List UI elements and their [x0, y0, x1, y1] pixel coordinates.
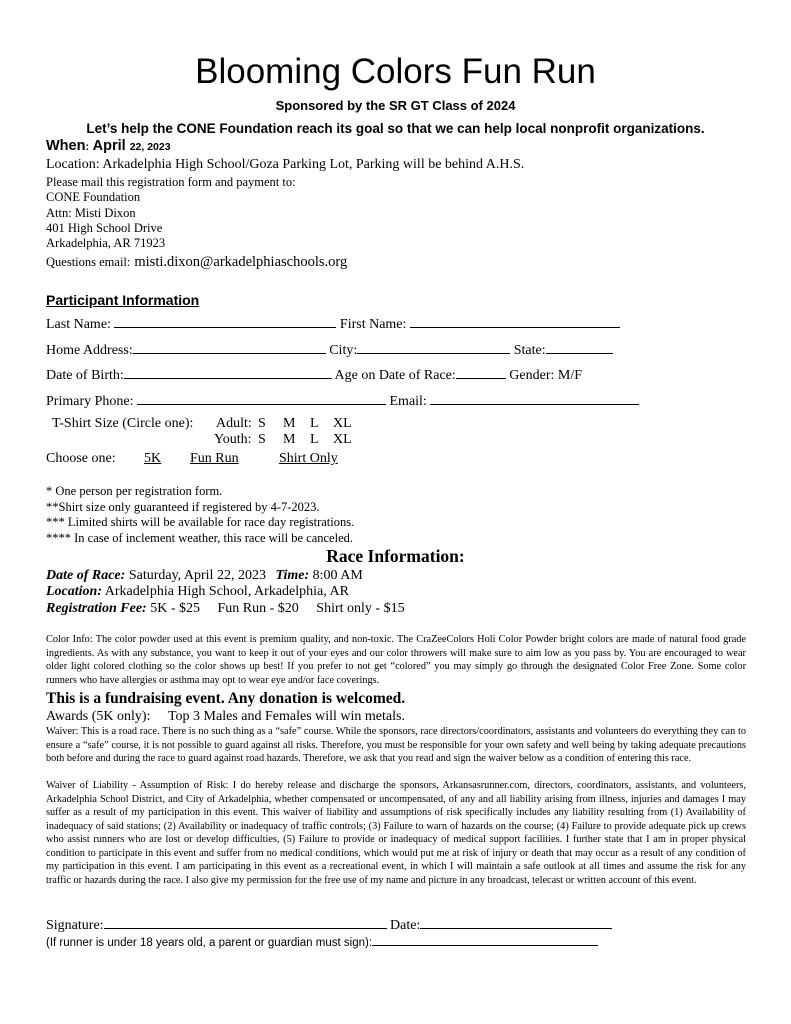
- race-heading: Race Information:: [326, 546, 465, 566]
- home-address-field[interactable]: [133, 339, 326, 354]
- dob-field[interactable]: [124, 364, 332, 379]
- when-label: When: [46, 138, 86, 154]
- age-field[interactable]: [456, 364, 506, 379]
- city-field[interactable]: [357, 339, 510, 354]
- mail-street: 401 High School Drive: [46, 221, 163, 235]
- race-date-label: Date of Race:: [46, 568, 126, 583]
- guardian-row: [46, 933, 598, 949]
- page-title: Blooming Colors Fun Run: [195, 52, 596, 91]
- choose-label: Choose one:: [46, 451, 116, 466]
- first-name-field[interactable]: [410, 313, 620, 328]
- questions-label: Questions email:: [46, 255, 131, 269]
- mail-instructions: Please mail this registration form and payment to:: [46, 175, 296, 189]
- note-item: *** Limited shirts will be available for race day registrations.: [46, 515, 355, 529]
- adult-size-xl[interactable]: XL: [333, 416, 352, 431]
- note-item: **Shirt size only guaranteed if registered by 4-7-2023.: [46, 500, 320, 514]
- race-fee-label: Registration Fee:: [46, 601, 147, 616]
- gender-label: Gender: M/F: [509, 368, 583, 383]
- last-name-label: Last Name:: [46, 317, 111, 332]
- state-field[interactable]: [546, 339, 613, 354]
- mail-org: CONE Foundation: [46, 190, 141, 204]
- race-location-line: [46, 584, 349, 600]
- signature-date-field[interactable]: [420, 914, 612, 929]
- signature-row: [46, 914, 612, 934]
- sponsor-line: Sponsored by the SR GT Class of 2024: [275, 98, 516, 113]
- awards-line: [46, 709, 405, 725]
- signature-label: Signature:: [46, 918, 104, 933]
- phone-row: [46, 390, 639, 410]
- race-fee-value: 5K - $25 Fun Run - $20 Shirt only - $15: [150, 601, 405, 616]
- race-time-value: 8:00 AM: [312, 568, 363, 583]
- email-field[interactable]: [430, 390, 639, 405]
- last-name-field[interactable]: [114, 313, 336, 328]
- race-location-value: Arkadelphia High School, Arkadelphia, AR: [104, 584, 349, 599]
- when-line: [46, 138, 171, 154]
- when-month: April: [92, 138, 126, 154]
- when-colon: :: [85, 141, 90, 153]
- awards-value: Top 3 Males and Females will win metals.: [167, 709, 405, 724]
- city-label: City:: [329, 343, 358, 358]
- dob-label: Date of Birth:: [46, 368, 124, 383]
- youth-size-l[interactable]: L: [310, 432, 319, 447]
- youth-size-m[interactable]: M: [283, 432, 296, 447]
- home-address-label: Home Address:: [46, 343, 133, 358]
- adult-size-m[interactable]: M: [283, 416, 296, 431]
- liability-paragraph: Waiver of Liability - Assumption of Risk: I do hereby release and discharge the sponsors, Arkansasrunner.com, directors, coordinators, assistants, and volunteers, Arkadelphia School District, and City of Arkadelphia, whether compensated or uncompensated, of any and all liability arising from illness, injuries and damages I may suffer as a result of my participation in this event. This waiver of liability and assumptions of risk specifically includes any liability resulting from (1) Availability of inadequacy of said stations; (2) Availability or inadequacy of traffic controls; (3) Failure to warn of hazards on the course; (4) Failure to provide adequate pick up crews who assist runners who are lost or develop difficulties, (5) Failure to provide or inadequacy of medical support facilities. I further state that I am in proper physical condition to participate in this event and suffer from no medical conditions, which would put me at risk of injury or death that may occur as a result of any condition of my participation in this event. I am participating in this event as a recreational event, in which I will maintain a safe outlook at all times and assume the risk for any traffic or hazards during the race. I also give my permission for the free use of my name and picture in any broadcast, telecast or written account of this event.: [46, 780, 746, 886]
- dob-row: [46, 364, 582, 384]
- race-fee-line: [46, 601, 405, 617]
- adult-size-l[interactable]: L: [310, 416, 319, 431]
- tshirt-label: T-Shirt Size (Circle one):: [52, 416, 194, 431]
- color-info-paragraph: Color Info: The color powder used at this event is premium quality, and non-toxic. The CraZeeColors Holi Color Powder bright colors are made of natural food grade ingredients. As with any substance, you want to keep it out of your eyes and our color throwers will make sure to aim low as you pass by. You are encouraged to wear older light colored clothing so the color shows up best! If you prefer to not get “colored” you may simply go through the designated Color Free Zone. Some color runners who have allergies or asthma may opt to wear eye and/or face coverings.: [46, 634, 746, 686]
- youth-size-s[interactable]: S: [258, 432, 266, 447]
- race-location-label: Location:: [46, 584, 102, 599]
- race-date-value: Saturday, April 22, 2023: [128, 568, 266, 583]
- adult-label: Adult:: [216, 416, 252, 431]
- first-name-label: First Name:: [339, 317, 407, 332]
- race-date-line: [46, 568, 363, 584]
- age-label: Age on Date of Race:: [334, 368, 456, 383]
- note-item: **** In case of inclement weather, this race will be canceled.: [46, 531, 354, 545]
- choice-5k[interactable]: 5K: [144, 451, 162, 466]
- youth-size-xl[interactable]: XL: [333, 432, 352, 447]
- when-date: 22, 2023: [129, 141, 171, 153]
- goal-line: Let’s help the CONE Foundation reach its goal so that we can help local nonprofit organizations.: [86, 121, 705, 136]
- mail-city: Arkadelphia, AR 71923: [46, 236, 166, 250]
- youth-label: Youth:: [214, 432, 252, 447]
- race-time-label: Time:: [275, 568, 310, 583]
- choice-shirt-only[interactable]: Shirt Only: [279, 451, 338, 466]
- note-item: * One person per registration form.: [46, 484, 223, 498]
- phone-field[interactable]: [137, 390, 386, 405]
- awards-label: Awards (5K only):: [46, 709, 151, 724]
- questions-email[interactable]: misti.dixon@arkadelphiaschools.org: [134, 254, 348, 270]
- email-label: Email:: [389, 394, 427, 409]
- location-line: Location: Arkadelphia High School/Goza Parking Lot, Parking will be behind A.H.S.: [46, 157, 525, 172]
- phone-label: Primary Phone:: [46, 394, 134, 409]
- state-label: State:: [513, 343, 546, 358]
- participant-heading: Participant Information: [46, 292, 200, 308]
- choice-fun-run[interactable]: Fun Run: [190, 451, 239, 466]
- mail-attn: Attn: Misti Dixon: [46, 206, 136, 220]
- guardian-label: (If runner is under 18 years old, a parent or guardian must sign):: [46, 937, 373, 949]
- adult-size-s[interactable]: S: [258, 416, 266, 431]
- guardian-signature-field[interactable]: [372, 933, 598, 946]
- address-row: [46, 339, 613, 359]
- signature-field[interactable]: [104, 914, 387, 929]
- waiver-paragraph: Waiver: This is a road race. There is no such thing as a “safe” course. While the sponsors, race directors/coordinators, assistants and volunteers do everything they can to ensure a “safe” course, it is not possible to guard against all risks. Therefore, you must be responsible for your own safety and well being by taking adequate precautions both before and during the race to guard against road hazards. Therefore, we ask that you read and sign the waiver below as a condition of entering this race.: [46, 726, 746, 764]
- signature-date-label: Date:: [390, 918, 421, 933]
- questions-line: [46, 253, 347, 271]
- fundraising-line: This is a fundraising event. Any donation is welcomed.: [46, 690, 406, 707]
- name-row: [46, 313, 620, 333]
